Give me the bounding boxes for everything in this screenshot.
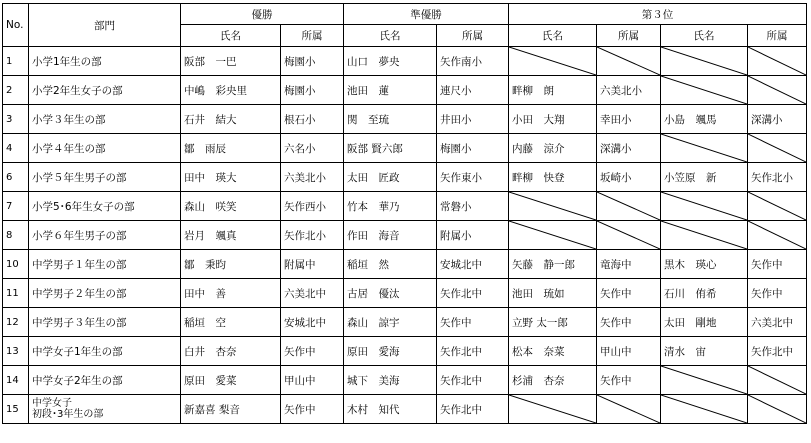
table-row bbox=[3, 134, 807, 163]
empty-slash-icon bbox=[748, 366, 806, 394]
row-second-name: 作田 海音 bbox=[344, 221, 437, 250]
row-first-aff: 附属中 bbox=[281, 250, 344, 279]
row-second-name: 山口 夢央 bbox=[344, 47, 437, 76]
table-row bbox=[3, 308, 807, 337]
row-dept: 小学５年生男子の部 bbox=[29, 163, 181, 192]
row-second-aff: 矢作北中 bbox=[437, 337, 509, 366]
row-first-name: 岩月 颯真 bbox=[181, 221, 281, 250]
row-third1-aff: 矢作中 bbox=[597, 366, 661, 395]
header-third1-aff: 所属 bbox=[597, 25, 661, 47]
row-third2-name-empty bbox=[661, 395, 748, 424]
row-first-aff: 甲山中 bbox=[281, 366, 344, 395]
header-dept: 部門 bbox=[29, 4, 181, 47]
empty-slash-icon bbox=[748, 221, 806, 249]
row-third1-name: 畔柳 朗 bbox=[509, 76, 597, 105]
table-header bbox=[3, 4, 807, 47]
header-first: 優勝 bbox=[181, 4, 344, 25]
empty-slash-icon bbox=[509, 395, 596, 423]
row-third1-name: 松本 奈菜 bbox=[509, 337, 597, 366]
table-row bbox=[3, 279, 807, 308]
row-no: 8 bbox=[3, 221, 29, 250]
empty-slash-icon bbox=[661, 366, 747, 394]
row-second-aff: 矢作北中 bbox=[437, 395, 509, 424]
row-first-aff: 根石小 bbox=[281, 105, 344, 134]
table-row bbox=[3, 366, 807, 395]
row-dept: 小学2年生女子の部 bbox=[29, 76, 181, 105]
row-first-name: 田中 善 bbox=[181, 279, 281, 308]
row-no: 4 bbox=[3, 134, 29, 163]
row-dept bbox=[29, 395, 181, 424]
row-first-aff: 梅園小 bbox=[281, 76, 344, 105]
table-row bbox=[3, 395, 807, 424]
row-dept: 小学６年生男子の部 bbox=[29, 221, 181, 250]
row-no: 14 bbox=[3, 366, 29, 395]
row-third2-name-empty bbox=[661, 47, 748, 76]
row-first-name: 田中 瑛大 bbox=[181, 163, 281, 192]
header-third2-aff: 所属 bbox=[748, 25, 807, 47]
row-third1-aff-empty bbox=[597, 221, 661, 250]
row-third1-name: 矢藤 静一郎 bbox=[509, 250, 597, 279]
row-first-aff: 梅園小 bbox=[281, 47, 344, 76]
empty-slash-icon bbox=[597, 192, 660, 220]
row-third2-aff-empty bbox=[748, 192, 807, 221]
row-third1-name: 畔柳 快登 bbox=[509, 163, 597, 192]
row-dept: 小学1年生の部 bbox=[29, 47, 181, 76]
row-second-name: 城下 美海 bbox=[344, 366, 437, 395]
row-third2-aff: 矢作中 bbox=[748, 250, 807, 279]
table-row bbox=[3, 163, 807, 192]
empty-slash-icon bbox=[597, 47, 660, 75]
row-third2-aff-empty bbox=[748, 134, 807, 163]
row-second-aff: 井田小 bbox=[437, 105, 509, 134]
row-third2-aff: 矢作中 bbox=[748, 279, 807, 308]
table-row bbox=[3, 221, 807, 250]
empty-slash-icon bbox=[661, 192, 747, 220]
empty-slash-icon bbox=[661, 395, 747, 423]
row-no: 15 bbox=[3, 395, 29, 424]
row-third1-name-empty bbox=[509, 395, 597, 424]
empty-slash-icon bbox=[509, 47, 596, 75]
row-second-name: 関 至琉 bbox=[344, 105, 437, 134]
row-dept: 中学男子２年生の部 bbox=[29, 279, 181, 308]
row-third1-name: 立野 太一郎 bbox=[509, 308, 597, 337]
table-row bbox=[3, 76, 807, 105]
empty-slash-icon bbox=[748, 192, 806, 220]
row-first-name: 鄒 秉昀 bbox=[181, 250, 281, 279]
row-second-name: 原田 愛海 bbox=[344, 337, 437, 366]
row-no: 10 bbox=[3, 250, 29, 279]
row-first-name: 鄒 雨辰 bbox=[181, 134, 281, 163]
row-third2-aff: 深溝小 bbox=[748, 105, 807, 134]
row-third1-aff-empty bbox=[597, 395, 661, 424]
row-third1-aff: 矢作中 bbox=[597, 308, 661, 337]
header-first-aff: 所属 bbox=[281, 25, 344, 47]
row-second-aff: 連尺小 bbox=[437, 76, 509, 105]
table-row bbox=[3, 105, 807, 134]
row-dept-line2: 初段･3年生の部 bbox=[32, 409, 104, 420]
row-first-name: 中嶋 彩央里 bbox=[181, 76, 281, 105]
empty-slash-icon bbox=[748, 134, 806, 162]
row-third2-aff-empty bbox=[748, 395, 807, 424]
row-third2-aff: 六美北中 bbox=[748, 308, 807, 337]
header-third1-name: 氏名 bbox=[509, 25, 597, 47]
row-first-name: 稲垣 空 bbox=[181, 308, 281, 337]
row-dept: 中学女子2年生の部 bbox=[29, 366, 181, 395]
row-first-name: 新嘉喜 梨音 bbox=[181, 395, 281, 424]
row-no: 13 bbox=[3, 337, 29, 366]
row-first-name: 阪部 一巴 bbox=[181, 47, 281, 76]
row-third2-name-empty bbox=[661, 192, 748, 221]
row-third2-aff-empty bbox=[748, 76, 807, 105]
empty-slash-icon bbox=[597, 221, 660, 249]
empty-slash-icon bbox=[509, 192, 596, 220]
table-body bbox=[3, 47, 807, 424]
results-table bbox=[2, 3, 807, 424]
row-first-aff: 矢作北小 bbox=[281, 221, 344, 250]
empty-slash-icon bbox=[748, 395, 806, 423]
row-third1-aff: 幸田小 bbox=[597, 105, 661, 134]
row-third2-name-empty bbox=[661, 76, 748, 105]
row-second-name: 池田 蓮 bbox=[344, 76, 437, 105]
row-second-aff: 常磐小 bbox=[437, 192, 509, 221]
row-first-aff: 矢作中 bbox=[281, 337, 344, 366]
row-dept: 中学女子1年生の部 bbox=[29, 337, 181, 366]
header-second: 準優勝 bbox=[344, 4, 509, 25]
row-no: 3 bbox=[3, 105, 29, 134]
row-third2-name-empty bbox=[661, 134, 748, 163]
row-third1-aff: 甲山中 bbox=[597, 337, 661, 366]
row-no: 12 bbox=[3, 308, 29, 337]
row-first-aff: 矢作西小 bbox=[281, 192, 344, 221]
row-third2-aff-empty bbox=[748, 221, 807, 250]
row-second-name: 古居 優汰 bbox=[344, 279, 437, 308]
row-third2-name: 小島 颯馬 bbox=[661, 105, 748, 134]
row-third1-name-empty bbox=[509, 221, 597, 250]
row-third2-name-empty bbox=[661, 366, 748, 395]
empty-slash-icon bbox=[661, 47, 747, 75]
empty-slash-icon bbox=[748, 47, 806, 75]
header-third: 第３位 bbox=[509, 4, 807, 25]
row-third1-aff: 坂崎小 bbox=[597, 163, 661, 192]
row-second-aff: 矢作北中 bbox=[437, 366, 509, 395]
row-third2-aff-empty bbox=[748, 47, 807, 76]
table-row bbox=[3, 47, 807, 76]
row-no: 6 bbox=[3, 163, 29, 192]
row-third2-name: 石川 侑希 bbox=[661, 279, 748, 308]
row-third2-name-empty bbox=[661, 221, 748, 250]
row-first-aff: 六美北小 bbox=[281, 163, 344, 192]
row-dept: 小学３年生の部 bbox=[29, 105, 181, 134]
empty-slash-icon bbox=[661, 134, 747, 162]
row-second-name: 阪部 賢六郎 bbox=[344, 134, 437, 163]
row-first-aff: 矢作中 bbox=[281, 395, 344, 424]
row-second-aff: 矢作北中 bbox=[437, 279, 509, 308]
row-third2-aff-empty bbox=[748, 366, 807, 395]
row-first-name: 森山 咲笑 bbox=[181, 192, 281, 221]
row-second-aff: 附属小 bbox=[437, 221, 509, 250]
row-second-name: 木村 知代 bbox=[344, 395, 437, 424]
row-dept: 中学男子１年生の部 bbox=[29, 250, 181, 279]
row-dept: 中学男子３年生の部 bbox=[29, 308, 181, 337]
row-third2-name: 黒木 瑛心 bbox=[661, 250, 748, 279]
row-first-aff: 安城北中 bbox=[281, 308, 344, 337]
row-third1-name: 杉浦 杏奈 bbox=[509, 366, 597, 395]
row-dept: 小学４年生の部 bbox=[29, 134, 181, 163]
row-second-aff: 矢作東小 bbox=[437, 163, 509, 192]
row-second-name: 太田 匠政 bbox=[344, 163, 437, 192]
empty-slash-icon bbox=[597, 395, 660, 423]
row-first-name: 原田 愛菜 bbox=[181, 366, 281, 395]
header-first-name: 氏名 bbox=[181, 25, 281, 47]
row-third1-aff: 六美北小 bbox=[597, 76, 661, 105]
row-no: 1 bbox=[3, 47, 29, 76]
row-second-aff: 矢作南小 bbox=[437, 47, 509, 76]
row-no: 11 bbox=[3, 279, 29, 308]
row-second-aff: 矢作中 bbox=[437, 308, 509, 337]
header-no: No. bbox=[3, 4, 29, 47]
row-third2-name: 小笠原 新 bbox=[661, 163, 748, 192]
row-third2-name: 太田 剛地 bbox=[661, 308, 748, 337]
empty-slash-icon bbox=[661, 221, 747, 249]
row-dept: 小学5･6年生女子の部 bbox=[29, 192, 181, 221]
row-third1-aff: 矢作中 bbox=[597, 279, 661, 308]
row-third1-name-empty bbox=[509, 47, 597, 76]
header-second-name: 氏名 bbox=[344, 25, 437, 47]
table-row bbox=[3, 250, 807, 279]
row-third1-aff: 竜海中 bbox=[597, 250, 661, 279]
row-second-name: 竹本 華乃 bbox=[344, 192, 437, 221]
row-second-name: 森山 諒宇 bbox=[344, 308, 437, 337]
row-no: 7 bbox=[3, 192, 29, 221]
row-dept-line1: 中学女子 bbox=[32, 398, 72, 409]
row-third1-name: 小田 大翔 bbox=[509, 105, 597, 134]
row-third1-name: 内藤 涼介 bbox=[509, 134, 597, 163]
row-first-aff: 六美北中 bbox=[281, 279, 344, 308]
row-third1-aff: 深溝小 bbox=[597, 134, 661, 163]
row-third2-aff: 矢作北小 bbox=[748, 163, 807, 192]
row-third1-name: 池田 琉如 bbox=[509, 279, 597, 308]
row-third2-aff: 矢作北中 bbox=[748, 337, 807, 366]
empty-slash-icon bbox=[748, 76, 806, 104]
row-second-aff: 梅園小 bbox=[437, 134, 509, 163]
empty-slash-icon bbox=[509, 221, 596, 249]
row-second-aff: 安城北中 bbox=[437, 250, 509, 279]
table-row bbox=[3, 337, 807, 366]
empty-slash-icon bbox=[661, 76, 747, 104]
row-first-name: 白井 杏奈 bbox=[181, 337, 281, 366]
header-third2-name: 氏名 bbox=[661, 25, 748, 47]
row-first-name: 石井 結大 bbox=[181, 105, 281, 134]
row-third1-aff-empty bbox=[597, 192, 661, 221]
row-third1-name-empty bbox=[509, 192, 597, 221]
row-third1-aff-empty bbox=[597, 47, 661, 76]
table-row bbox=[3, 192, 807, 221]
row-third2-name: 清水 宙 bbox=[661, 337, 748, 366]
row-no: 2 bbox=[3, 76, 29, 105]
row-second-name: 稲垣 然 bbox=[344, 250, 437, 279]
header-second-aff: 所属 bbox=[437, 25, 509, 47]
row-first-aff: 六名小 bbox=[281, 134, 344, 163]
